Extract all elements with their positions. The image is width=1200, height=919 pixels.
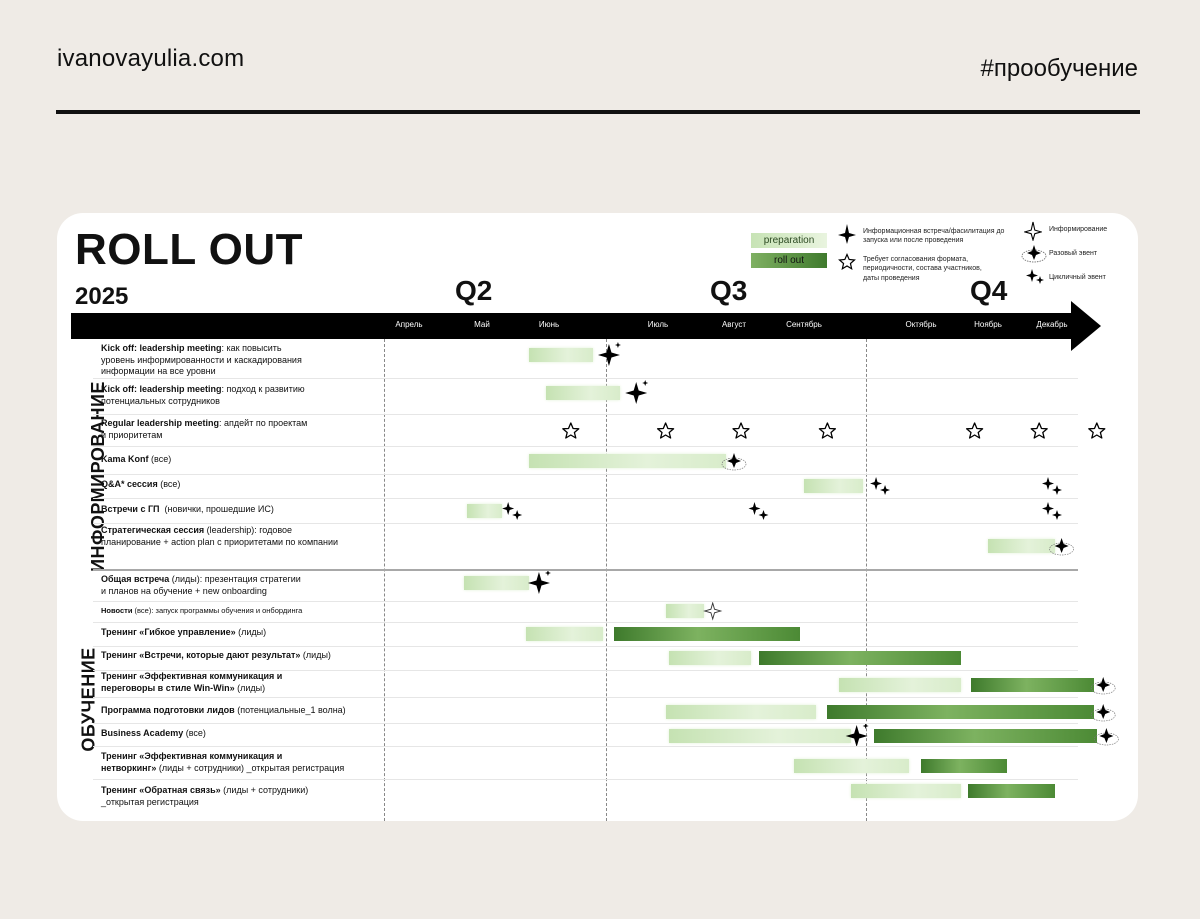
row-divider bbox=[93, 779, 1078, 780]
preparation-bar bbox=[804, 479, 863, 493]
outline-star-icon bbox=[658, 423, 674, 438]
quarter-divider-q3 bbox=[606, 339, 607, 821]
task-name: Kick off: leadership meeting bbox=[101, 343, 222, 353]
preparation-bar bbox=[529, 454, 727, 468]
row-divider bbox=[93, 723, 1078, 724]
task-label bbox=[101, 574, 301, 597]
cyclic-event-icon bbox=[1025, 267, 1045, 287]
task-audience: (все): запуск программы обучения и онбординга bbox=[132, 606, 303, 615]
preparation-bar bbox=[464, 576, 529, 590]
outline-star-icon bbox=[838, 253, 856, 271]
hashtag: #прообучение bbox=[980, 55, 1138, 82]
info-meeting-sparkle-icon bbox=[625, 380, 648, 404]
row-divider bbox=[93, 646, 1078, 647]
roadmap-title: ROLL OUT bbox=[75, 225, 304, 274]
task-name: Тренинг «Гибкое управление» bbox=[101, 627, 236, 637]
row-divider bbox=[93, 378, 1078, 379]
cyclic-event-icon bbox=[502, 502, 522, 520]
one-time-event-icon bbox=[1094, 728, 1118, 745]
task-name: Regular leadership meeting bbox=[101, 418, 220, 428]
task-audience: : подход к развитию потенциальных сотрудников bbox=[101, 384, 305, 406]
preparation-bar bbox=[839, 678, 961, 692]
task-name: Kick off: leadership meeting bbox=[101, 384, 222, 394]
task-name: Тренинг «Эффективная коммуникация и переговоры в стиле Win-Win» bbox=[101, 671, 283, 693]
outline-star-icon bbox=[563, 423, 579, 438]
month-label: Ноябрь bbox=[974, 320, 1002, 329]
month-label: Июнь bbox=[538, 320, 560, 329]
preparation-bar bbox=[669, 729, 850, 743]
row-divider bbox=[93, 670, 1078, 671]
row-divider bbox=[93, 622, 1078, 623]
task-label bbox=[101, 650, 331, 662]
task-audience: (новички, прошедшие ИС) bbox=[159, 504, 274, 514]
task-name: Тренинг «Эффективная коммуникация и нетворкинг» bbox=[101, 751, 283, 773]
row-divider bbox=[93, 746, 1078, 747]
row-divider bbox=[93, 474, 1078, 475]
preparation-bar bbox=[666, 705, 816, 719]
preparation-bar bbox=[794, 759, 910, 773]
section-training: ОБУЧЕНИЕ bbox=[78, 647, 99, 752]
cyclic-event-icon bbox=[1042, 477, 1062, 495]
one-time-event-icon bbox=[1091, 704, 1115, 721]
timeline-arrowhead bbox=[1071, 301, 1101, 351]
task-name: Тренинг «Встречи, которые дают результат» bbox=[101, 650, 301, 660]
site-name: ivanovayulia.com bbox=[57, 45, 245, 72]
row-divider bbox=[93, 697, 1078, 698]
outline-star-icon bbox=[967, 423, 983, 438]
month-label: Май bbox=[474, 320, 490, 329]
task-name: Новости bbox=[101, 606, 133, 615]
task-name: Business Academy bbox=[101, 728, 184, 738]
row-divider bbox=[93, 414, 1078, 415]
quarter-q2: Q2 bbox=[455, 275, 493, 306]
quarter-divider-q2 bbox=[384, 339, 385, 821]
task-audience: (лиды) bbox=[235, 627, 267, 637]
rollout-bar bbox=[971, 678, 1093, 692]
task-name: Программа подготовки лидов bbox=[101, 705, 235, 715]
month-label: Сентябрь bbox=[786, 320, 822, 329]
quarter-divider-q4 bbox=[866, 339, 867, 821]
task-name: Q&A* сессия bbox=[101, 479, 158, 489]
task-audience: (лиды): презентация стратегии и планов на обучение + new onboarding bbox=[101, 574, 301, 596]
info-meeting-sparkle-icon bbox=[528, 570, 551, 594]
task-audience: (потенциальные_1 волна) bbox=[234, 705, 346, 715]
preparation-bar bbox=[851, 784, 961, 798]
row-divider bbox=[93, 523, 1078, 524]
legend-preparation: preparation bbox=[751, 233, 827, 248]
task-name: Общая встреча bbox=[101, 574, 170, 584]
rollout-bar bbox=[968, 784, 1055, 798]
legend-requires-agreement-text: Требует согласования формата, периодичности, состава участников, даты проведения bbox=[863, 256, 982, 282]
rollout-bar bbox=[874, 729, 1097, 743]
informing-outline-sparkle-icon bbox=[1024, 221, 1042, 241]
task-audience: : как повысить уровень информированности и каскадирования информации на все уровни bbox=[101, 343, 302, 377]
section-informing: ИНФОРМИРОВАНИЕ bbox=[87, 381, 108, 572]
month-label: Август bbox=[721, 320, 747, 329]
roadmap-year: 2025 bbox=[75, 283, 129, 310]
rollout-bar bbox=[827, 705, 1093, 719]
task-label bbox=[101, 343, 302, 378]
task-label bbox=[101, 454, 171, 466]
task-name: Kama Konf bbox=[101, 454, 149, 464]
task-audience: : апдейт по проектам и приоритетам bbox=[101, 418, 308, 440]
task-label bbox=[101, 627, 266, 639]
task-audience: (все) bbox=[148, 454, 172, 464]
task-label bbox=[101, 504, 274, 516]
preparation-bar bbox=[988, 539, 1055, 553]
outline-star-icon bbox=[733, 423, 749, 438]
one-time-event-icon bbox=[1021, 243, 1047, 263]
quarter-q3: Q3 bbox=[710, 275, 748, 306]
row-divider bbox=[93, 446, 1078, 447]
task-audience: (лиды) bbox=[234, 682, 266, 693]
informing-outline-sparkle-icon bbox=[705, 603, 721, 619]
quarter-q4: Q4 bbox=[970, 275, 1008, 306]
legend-info-meeting-text: Информационная встреча/фасилитация до запуска или после проведения bbox=[863, 228, 1005, 245]
task-audience: (лиды + сотрудники) _открытая регистрация bbox=[101, 785, 309, 807]
outline-star-icon bbox=[819, 423, 835, 438]
task-audience: (лиды + сотрудники) _открытая регистрация bbox=[156, 762, 345, 773]
legend-informing-text: Информирование bbox=[1049, 226, 1108, 233]
rollout-bar bbox=[921, 759, 1007, 773]
task-label bbox=[101, 479, 180, 491]
row-divider bbox=[93, 601, 1078, 602]
task-audience: (leadership): годовое планирование + action plan с приоритетами по компании bbox=[101, 525, 339, 547]
task-label bbox=[101, 751, 344, 774]
legend-rollout: roll out bbox=[751, 253, 827, 268]
preparation-bar bbox=[467, 504, 502, 518]
rollout-bar bbox=[759, 651, 962, 665]
month-label: Октябрь bbox=[905, 320, 937, 329]
month-label: Декабрь bbox=[1036, 320, 1068, 329]
task-audience: (лиды) bbox=[300, 650, 331, 660]
task-label bbox=[101, 728, 206, 740]
preparation-bar bbox=[546, 386, 620, 400]
one-time-event-icon bbox=[1091, 677, 1115, 694]
rollout-bar bbox=[614, 627, 800, 641]
legend-one-time-text: Разовый эвент bbox=[1049, 250, 1098, 257]
task-audience: (все) bbox=[157, 479, 181, 489]
task-label bbox=[101, 606, 302, 616]
preparation-bar bbox=[526, 627, 604, 641]
preparation-bar bbox=[666, 604, 704, 618]
task-label bbox=[101, 671, 282, 694]
task-audience: (все) bbox=[183, 728, 206, 738]
month-label: Апрель bbox=[395, 320, 423, 329]
outline-star-icon bbox=[1031, 423, 1047, 438]
outline-star-icon bbox=[1089, 423, 1105, 438]
task-label bbox=[101, 705, 346, 717]
task-name: Встречи с ГП bbox=[101, 504, 160, 514]
cyclic-event-icon bbox=[749, 502, 769, 520]
roadmap-card bbox=[57, 213, 1138, 821]
task-label bbox=[101, 785, 308, 808]
task-label bbox=[101, 384, 305, 407]
task-label bbox=[101, 418, 307, 441]
cyclic-event-icon bbox=[870, 477, 890, 495]
legend-cyclic-text: Цикличный эвент bbox=[1049, 274, 1106, 281]
preparation-bar bbox=[669, 651, 751, 665]
task-label bbox=[101, 525, 338, 548]
task-name: Тренинг «Обратная связь» bbox=[101, 785, 221, 795]
section-divider bbox=[93, 569, 1078, 571]
row-divider bbox=[93, 498, 1078, 499]
task-name: Стратегическая сессия bbox=[101, 525, 205, 535]
month-label: Июль bbox=[647, 320, 669, 329]
info-meeting-sparkle-icon bbox=[598, 342, 621, 366]
big-sparkle-icon bbox=[837, 223, 857, 245]
cyclic-event-icon bbox=[1042, 502, 1062, 520]
top-divider bbox=[56, 110, 1140, 114]
preparation-bar bbox=[529, 348, 593, 362]
